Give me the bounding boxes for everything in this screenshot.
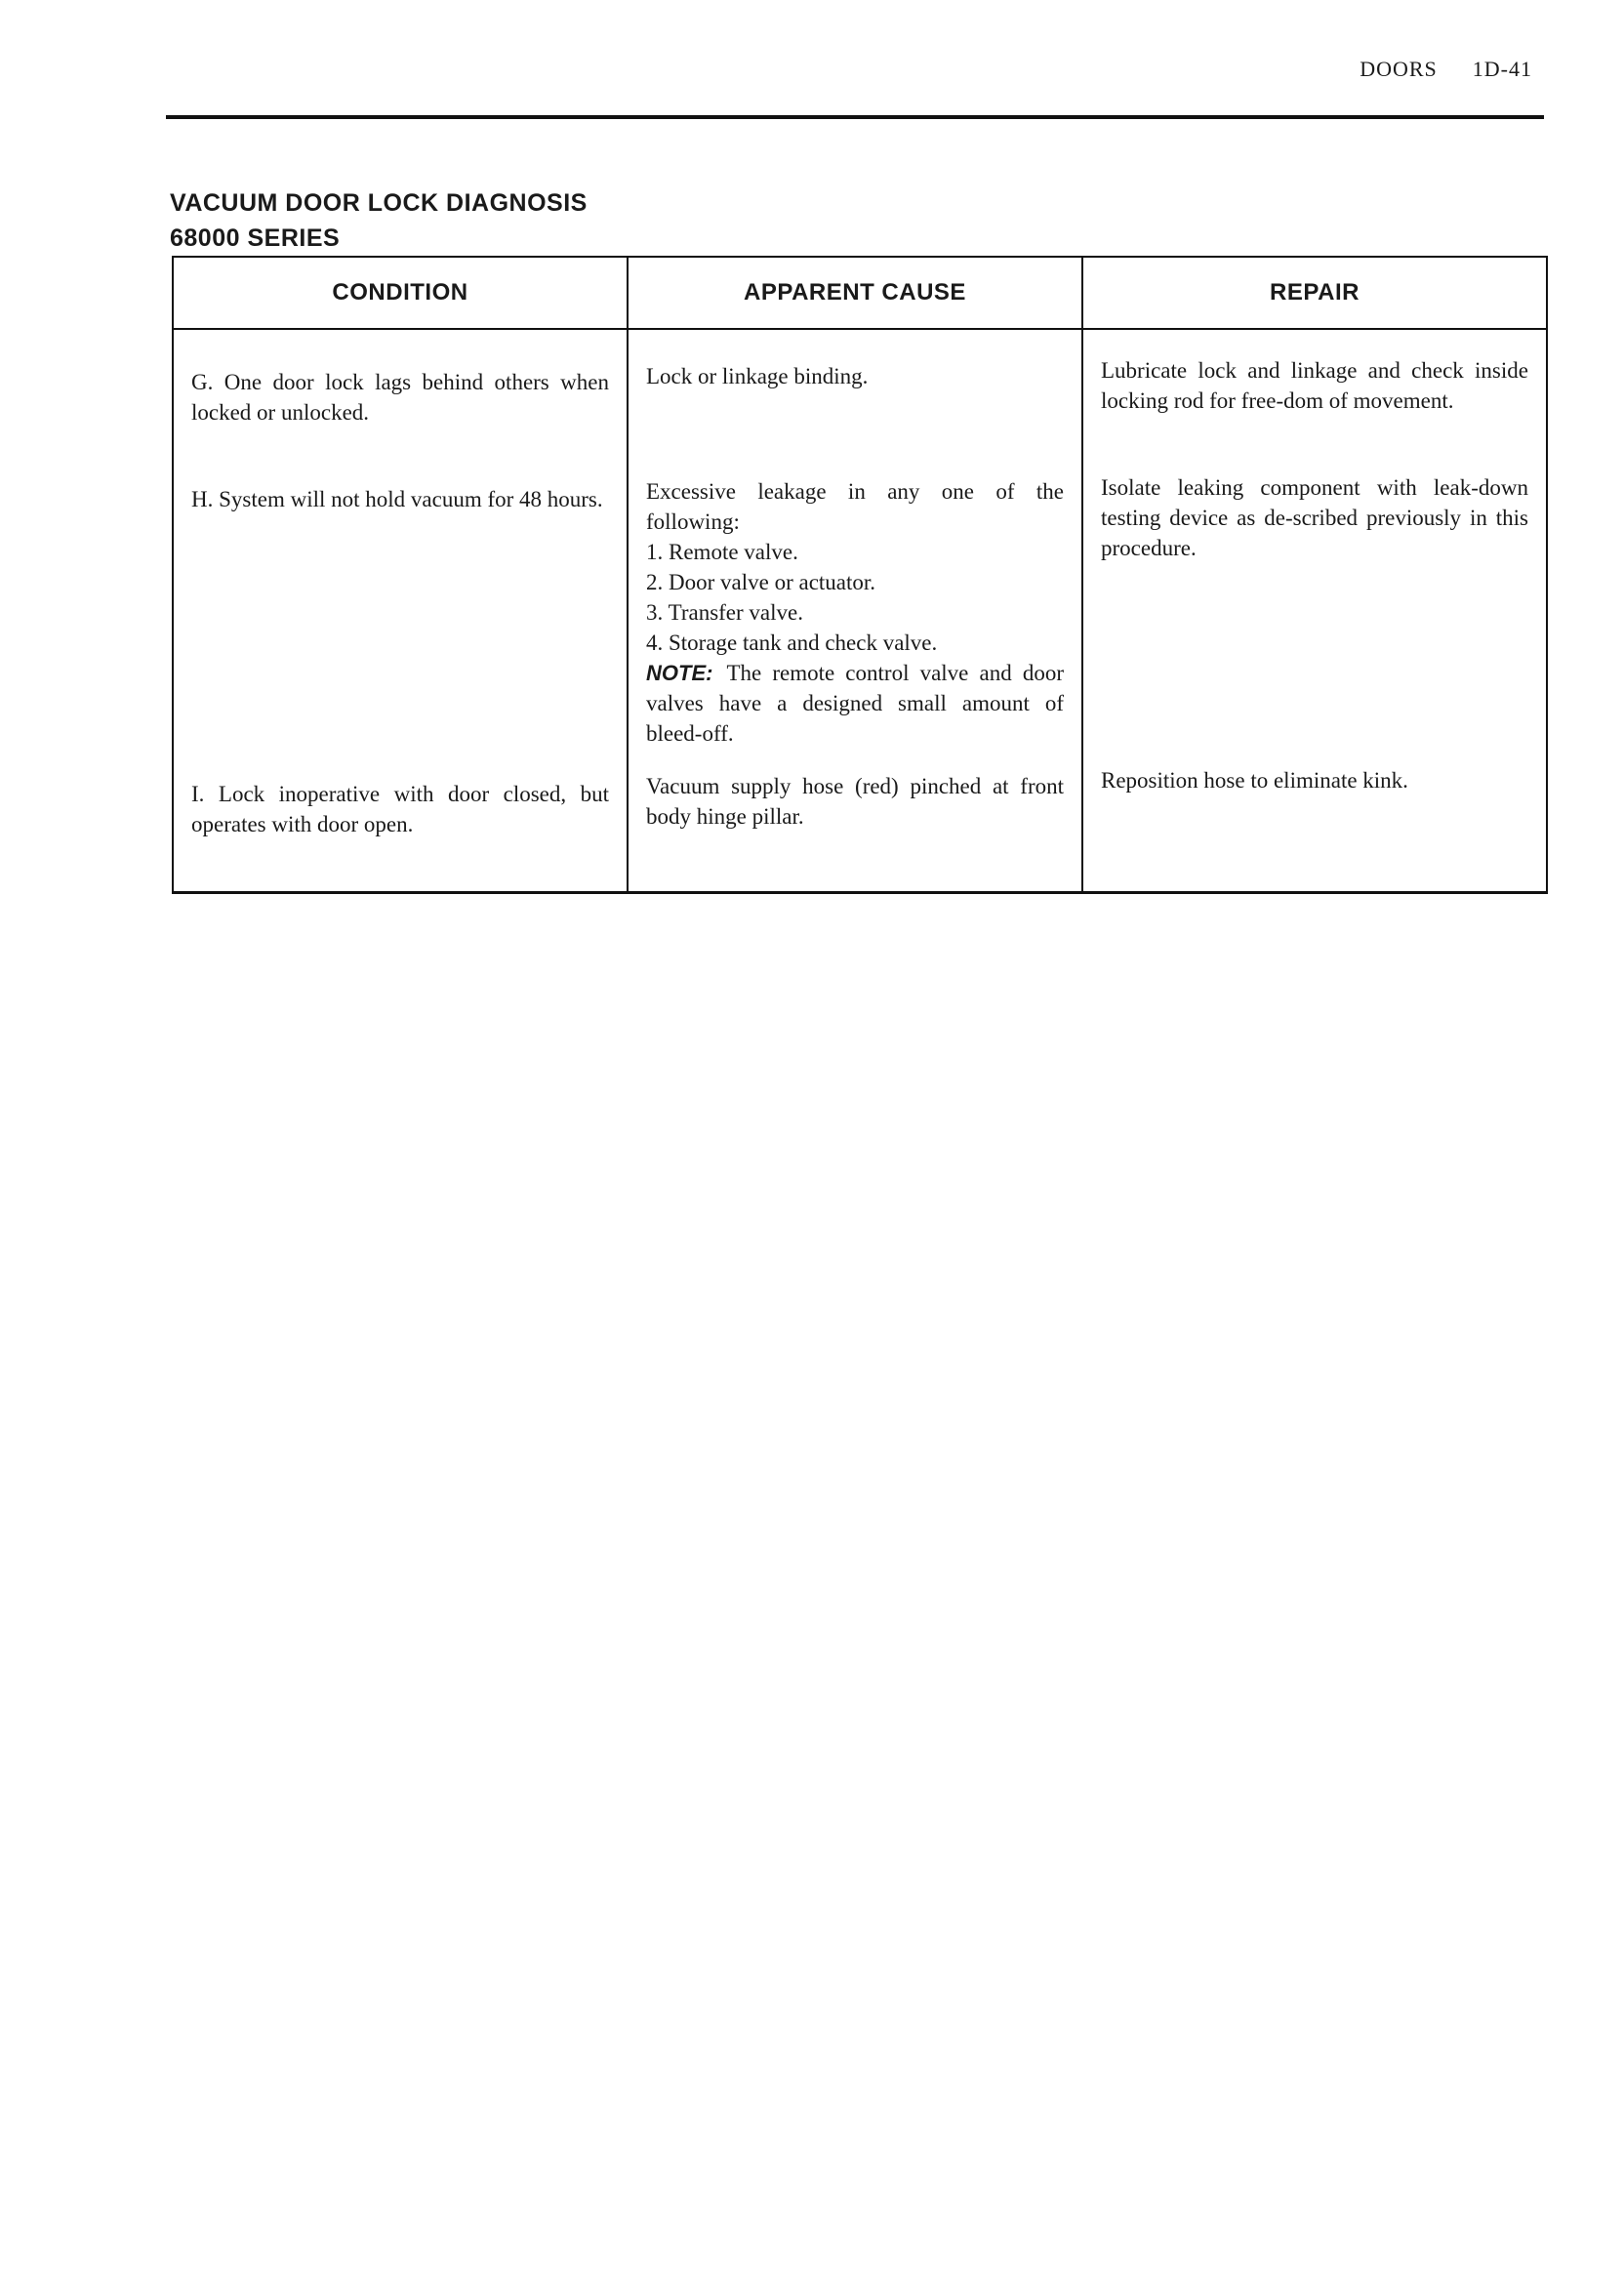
- repair-header: REPAIR: [1083, 258, 1546, 330]
- header-rule: [166, 115, 1544, 119]
- cause-header: APPARENT CAUSE: [629, 258, 1081, 330]
- title-line-2: 68000 SERIES: [170, 224, 341, 252]
- title-line-1: VACUUM DOOR LOCK DIAGNOSIS: [170, 189, 588, 217]
- condition-header: CONDITION: [174, 258, 627, 330]
- condition-g: G. One door lock lags behind others when locked or unlocked.: [191, 370, 609, 425]
- note-label: NOTE:: [646, 661, 713, 685]
- running-header: [1360, 57, 1532, 82]
- note-text: The remote control valve and door valves have a designed small amount of bleed-off.: [646, 661, 1064, 746]
- cause-column: [629, 258, 1083, 891]
- cause-h-item-1: 1. Remote valve.: [646, 540, 798, 564]
- diagnosis-table: [172, 256, 1548, 894]
- cause-h-item-3: 3. Transfer valve.: [646, 600, 803, 625]
- cause-h-item-4: 4. Storage tank and check valve.: [646, 631, 938, 655]
- cause-i: Vacuum supply hose (red) pinched at front body hinge pillar.: [646, 774, 1064, 829]
- section-title: [170, 185, 588, 256]
- cause-h: [646, 476, 1064, 749]
- repair-g: Lubricate lock and linkage and check inside locking rod for free-dom of movement.: [1101, 358, 1528, 413]
- condition-i: I. Lock inoperative with door closed, but operates with door open.: [191, 782, 609, 836]
- cause-g: Lock or linkage binding.: [646, 364, 869, 388]
- page-number: 1D-41: [1472, 57, 1532, 81]
- condition-h: H. System will not hold vacuum for 48 hours.: [191, 487, 603, 511]
- cause-h-note: [646, 658, 1064, 749]
- repair-h: Isolate leaking component with leak-down testing device as de-scribed previously in this procedure.: [1101, 475, 1528, 560]
- repair-column: [1083, 258, 1546, 891]
- repair-i: Reposition hose to eliminate kink.: [1101, 768, 1408, 793]
- condition-column: [174, 258, 629, 891]
- section-label: DOORS: [1360, 57, 1438, 81]
- cause-h-item-2: 2. Door valve or actuator.: [646, 570, 876, 594]
- cause-h-intro: Excessive leakage in any one of the following:: [646, 479, 1064, 534]
